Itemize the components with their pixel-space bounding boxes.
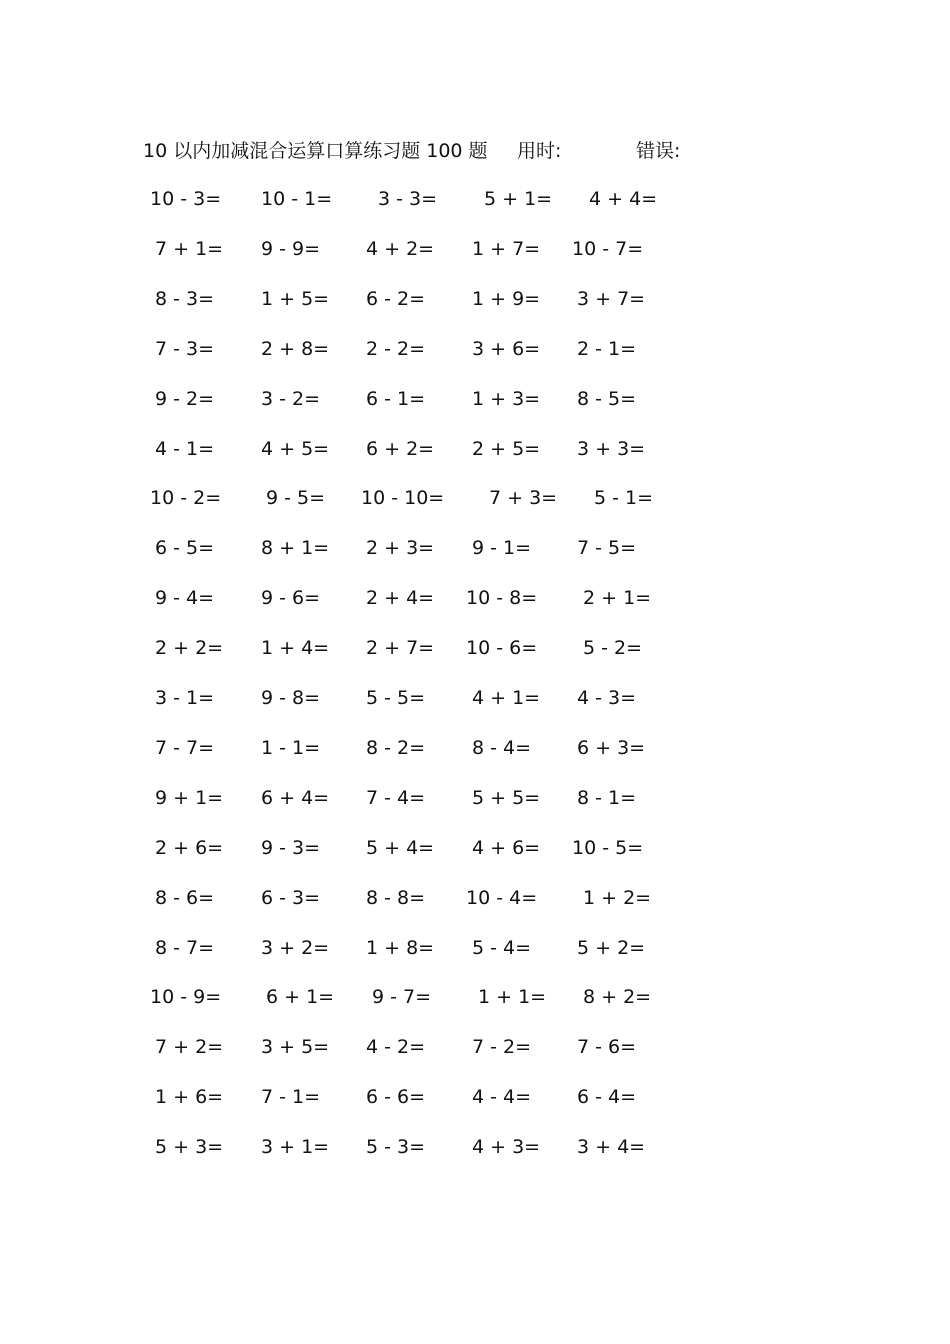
problem-item: 1 + 6= xyxy=(155,1086,224,1109)
problem-item: 3 - 3= xyxy=(378,188,438,210)
problem-item: 7 - 2= xyxy=(472,1036,532,1059)
problem-item: 4 - 3= xyxy=(577,687,637,709)
problem-item: 2 - 2= xyxy=(366,337,426,360)
problem-item: 10 - 3= xyxy=(150,188,222,210)
problem-item: 1 + 1= xyxy=(478,986,547,1009)
problem-item: 2 + 6= xyxy=(155,836,224,859)
problem-item: 1 + 4= xyxy=(261,637,330,660)
problem-item: 8 - 8= xyxy=(366,886,426,909)
problem-item: 7 - 3= xyxy=(155,337,215,360)
problem-item: 5 + 2= xyxy=(577,936,646,959)
problem-item: 3 + 6= xyxy=(472,337,541,360)
problem-item: 10 - 9= xyxy=(150,986,222,1009)
problem-item: 1 + 8= xyxy=(366,936,435,959)
problem-item: 8 - 3= xyxy=(155,287,215,310)
problem-item: 1 + 5= xyxy=(261,287,330,310)
problem-item: 10 - 10= xyxy=(361,487,445,510)
problem-item: 9 - 9= xyxy=(261,237,321,260)
problem-item: 9 - 3= xyxy=(261,836,321,859)
problem-item: 10 - 6= xyxy=(466,637,538,660)
problem-item: 6 - 1= xyxy=(366,387,426,410)
problem-item: 4 + 3= xyxy=(472,1136,541,1159)
problem-item: 3 - 1= xyxy=(155,687,215,709)
problem-item: 5 + 1= xyxy=(484,188,553,210)
problem-item: 6 - 3= xyxy=(261,886,321,909)
problem-item: 2 + 3= xyxy=(366,537,435,560)
problem-item: 3 - 2= xyxy=(261,387,321,410)
problem-item: 1 + 3= xyxy=(472,387,541,410)
time-used-label: 用时: xyxy=(517,140,562,162)
problem-item: 3 + 1= xyxy=(261,1136,330,1159)
problem-item: 10 - 2= xyxy=(150,487,222,510)
problem-item: 3 + 7= xyxy=(577,287,646,310)
problem-item: 7 - 7= xyxy=(155,736,215,759)
problem-item: 3 + 2= xyxy=(261,936,330,959)
problem-item: 7 - 6= xyxy=(577,1036,637,1059)
problem-item: 1 + 2= xyxy=(583,886,652,909)
problem-item: 1 + 9= xyxy=(472,287,541,310)
problem-item: 2 + 4= xyxy=(366,587,435,610)
problem-item: 8 - 6= xyxy=(155,886,215,909)
problem-item: 5 - 1= xyxy=(594,487,654,510)
problem-item: 9 - 7= xyxy=(372,986,432,1009)
problem-item: 8 + 2= xyxy=(583,986,652,1009)
problem-item: 10 - 5= xyxy=(572,836,644,859)
problem-item: 10 - 8= xyxy=(466,587,538,610)
problem-item: 10 - 7= xyxy=(572,237,644,260)
problem-item: 6 + 1= xyxy=(266,986,335,1009)
problem-item: 6 + 2= xyxy=(366,437,435,460)
problem-item: 9 - 5= xyxy=(266,487,326,510)
problem-item: 9 - 6= xyxy=(261,587,321,610)
problem-item: 4 + 4= xyxy=(589,188,658,210)
errors-label: 错误: xyxy=(636,140,681,162)
problem-item: 3 + 3= xyxy=(577,437,646,460)
problem-item: 1 - 1= xyxy=(261,736,321,759)
problem-item: 4 + 5= xyxy=(261,437,330,460)
problem-item: 3 + 4= xyxy=(577,1136,646,1159)
problem-item: 8 - 2= xyxy=(366,736,426,759)
problem-item: 8 - 4= xyxy=(472,736,532,759)
problem-item: 7 - 1= xyxy=(261,1086,321,1109)
problem-item: 4 + 2= xyxy=(366,237,435,260)
problem-item: 2 + 7= xyxy=(366,637,435,660)
problem-item: 1 + 7= xyxy=(472,237,541,260)
problem-item: 10 - 4= xyxy=(466,886,538,909)
problem-item: 7 + 1= xyxy=(155,237,224,260)
problem-item: 2 + 1= xyxy=(583,587,652,610)
problem-item: 6 + 4= xyxy=(261,786,330,809)
problem-item: 9 - 4= xyxy=(155,587,215,610)
problem-item: 2 + 2= xyxy=(155,637,224,660)
problem-item: 2 - 1= xyxy=(577,337,637,360)
problem-item: 4 + 6= xyxy=(472,836,541,859)
problem-item: 10 - 1= xyxy=(261,188,333,210)
problem-item: 5 - 2= xyxy=(583,637,643,660)
problem-item: 5 - 3= xyxy=(366,1136,426,1159)
problem-item: 9 - 2= xyxy=(155,387,215,410)
problem-item: 5 + 5= xyxy=(472,786,541,809)
problem-item: 5 - 5= xyxy=(366,687,426,709)
problem-item: 8 - 1= xyxy=(577,786,637,809)
problem-item: 6 - 2= xyxy=(366,287,426,310)
problem-item: 6 - 4= xyxy=(577,1086,637,1109)
problem-item: 6 - 6= xyxy=(366,1086,426,1109)
problem-item: 4 + 1= xyxy=(472,687,541,709)
problem-item: 9 + 1= xyxy=(155,786,224,809)
problem-item: 4 - 2= xyxy=(366,1036,426,1059)
problem-item: 5 + 4= xyxy=(366,836,435,859)
problem-item: 9 - 1= xyxy=(472,537,532,560)
problem-item: 6 + 3= xyxy=(577,736,646,759)
problem-item: 8 - 5= xyxy=(577,387,637,410)
problem-item: 7 + 3= xyxy=(489,487,558,510)
problem-item: 7 + 2= xyxy=(155,1036,224,1059)
problem-item: 8 - 7= xyxy=(155,936,215,959)
problem-item: 2 + 5= xyxy=(472,437,541,460)
problem-item: 4 - 1= xyxy=(155,437,215,460)
problem-item: 2 + 8= xyxy=(261,337,330,360)
problem-item: 6 - 5= xyxy=(155,537,215,560)
problem-item: 4 - 4= xyxy=(472,1086,532,1109)
worksheet-title: 10 以内加减混合运算口算练习题 100 题 xyxy=(143,140,488,162)
problem-item: 3 + 5= xyxy=(261,1036,330,1059)
problem-item: 8 + 1= xyxy=(261,537,330,560)
problem-item: 5 + 3= xyxy=(155,1136,224,1159)
problem-item: 9 - 8= xyxy=(261,687,321,709)
problem-item: 7 - 4= xyxy=(366,786,426,809)
problem-item: 7 - 5= xyxy=(577,537,637,560)
problem-item: 5 - 4= xyxy=(472,936,532,959)
